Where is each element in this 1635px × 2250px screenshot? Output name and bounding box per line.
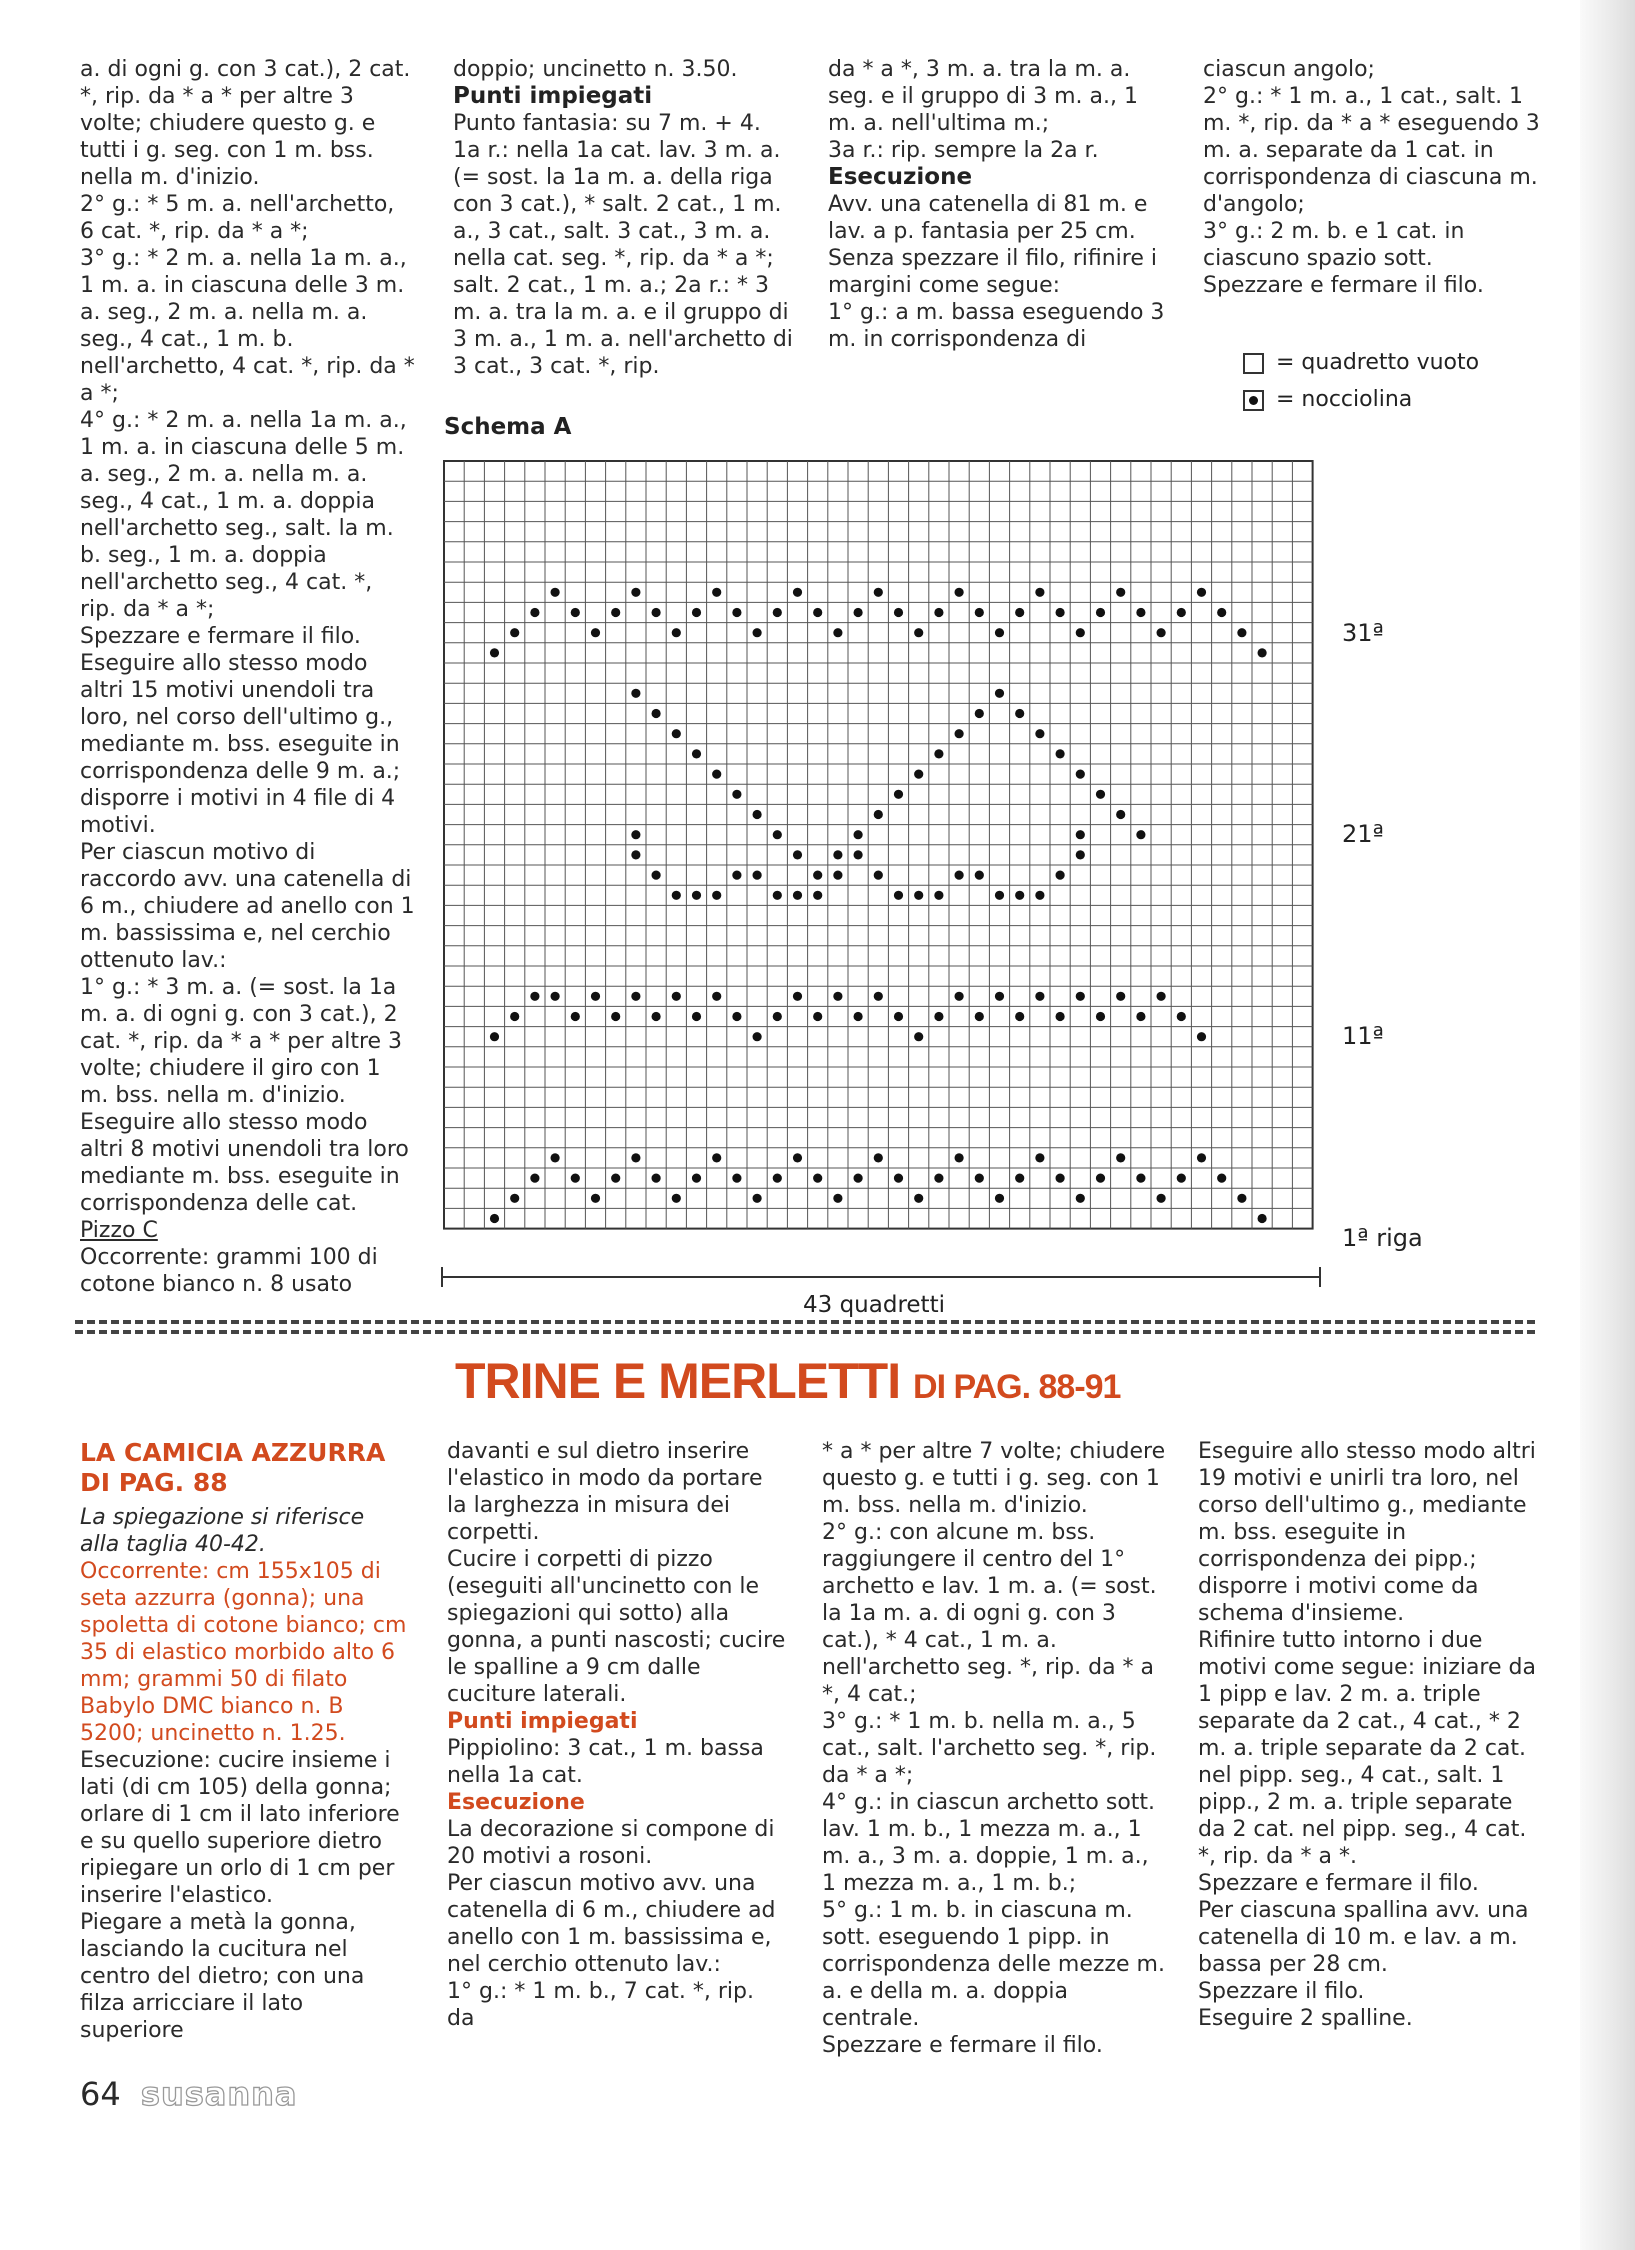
- nocciolina-dot: [995, 1194, 1004, 1203]
- nocciolina-dot: [652, 1174, 661, 1183]
- nocciolina-dot: [753, 871, 762, 880]
- c1-pizzo-heading: Pizzo C: [80, 1218, 158, 1243]
- nocciolina-dot: [955, 992, 964, 1001]
- width-dimension-line: [438, 1265, 1328, 1295]
- nocciolina-dot: [753, 1194, 762, 1203]
- nocciolina-dot: [955, 588, 964, 597]
- nocciolina-dot: [631, 689, 640, 698]
- b2-p2: Cucire i corpetti di pizzo (eseguiti all'uncinetto con le spiegazioni qui sotto) alla gonna, a punti nascosti; cucire le spalline a 9 cm dalle cuciture laterali.: [447, 1547, 786, 1707]
- b3-p6: Spezzare e fermare il filo.: [822, 2033, 1103, 2058]
- nocciolina-dot: [1076, 850, 1085, 859]
- nocciolina-dot: [1056, 608, 1065, 617]
- legend-empty: [1243, 350, 1479, 375]
- nocciolina-dot: [611, 1012, 620, 1021]
- nocciolina-dot: [1056, 749, 1065, 758]
- nocciolina-dot: [854, 608, 863, 617]
- nocciolina-dot: [510, 628, 519, 637]
- nocciolina-dot: [955, 871, 964, 880]
- nocciolina-dot: [551, 1153, 560, 1162]
- c1-p3: 3° g.: * 2 m. a. nella 1a m. a., 1 m. a. in ciascuna delle 3 m. a. seg., 2 m. a. nella m. a. seg., 4 cat., 1 m. b. nell'archetto, 4 cat. *, rip. da * a *;: [80, 246, 415, 406]
- nocciolina-dot: [672, 891, 681, 900]
- nocciolina-dot: [995, 689, 1004, 698]
- nocciolina-dot: [813, 608, 822, 617]
- nocciolina-dot: [854, 1012, 863, 1021]
- nocciolina-dot: [854, 1174, 863, 1183]
- c4-p1: ciascun angolo;: [1203, 57, 1375, 82]
- nocciolina-dot: [975, 608, 984, 617]
- b3-p1: * a * per altre 7 volte; chiudere questo g. e tutti i g. seg. con 1 m. bss. nella m. d'inizio.: [822, 1439, 1166, 1518]
- nocciolina-dot: [1237, 1194, 1246, 1203]
- nocciolina-dot: [874, 992, 883, 1001]
- b2-p8: 1° g.: * 1 m. b., 7 cat. *, rip. da: [447, 1979, 754, 2031]
- nocciolina-dot: [1258, 1214, 1267, 1223]
- nocciolina-dot: [1035, 588, 1044, 597]
- nocciolina-dot: [1177, 1012, 1186, 1021]
- nocciolina-dot: [914, 1032, 923, 1041]
- nocciolina-dot: [793, 850, 802, 859]
- c1-p7: Per ciascun motivo di raccordo avv. una catenella di 6 m., chiudere ad anello con 1 m. bassissima e, nel cerchio ottenuto lav.:: [80, 840, 415, 973]
- nocciolina-dot: [1136, 608, 1145, 617]
- c3-p5: Senza spezzare il filo, rifinire i margini come segue:: [828, 246, 1158, 298]
- nocciolina-dot: [712, 588, 721, 597]
- nocciolina-dot: [692, 608, 701, 617]
- nocciolina-dot: [894, 1012, 903, 1021]
- nocciolina-dot: [1056, 1174, 1065, 1183]
- nocciolina-dot: [773, 891, 782, 900]
- nocciolina-dot: [833, 628, 842, 637]
- nocciolina-dot: [1096, 608, 1105, 617]
- nocciolina-dot: [1056, 1012, 1065, 1021]
- b3-p4: 4° g.: in ciascun archetto sott. lav. 1 m. b., 1 mezza m. a., 1 m. a., 3 m. a. doppie, 1 m. a., 1 mezza m. a., 1 m. b.;: [822, 1790, 1156, 1896]
- nocciolina-dot: [934, 608, 943, 617]
- nocciolina-dot: [672, 729, 681, 738]
- nocciolina-dot: [1076, 992, 1085, 1001]
- c4-p3: 3° g.: 2 m. b. e 1 cat. in ciascuno spazio sott.: [1203, 219, 1465, 271]
- nocciolina-dot: [1076, 830, 1085, 839]
- nocciolina-dot: [712, 891, 721, 900]
- nocciolina-dot: [571, 608, 580, 617]
- nocciolina-dot: [571, 1174, 580, 1183]
- b4-p1: Eseguire allo stesso modo altri 19 motivi e unirli tra loro, nel corso dell'ultimo g., mediante m. bss. eseguite in corrispondenza dei pipp.; disporre i motivi come da schema d'insieme.: [1198, 1439, 1536, 1626]
- b4-p5: Spezzare il filo.: [1198, 1979, 1365, 2004]
- nocciolina-dot: [672, 628, 681, 637]
- nocciolina-dot: [833, 850, 842, 859]
- nocciolina-dot: [631, 830, 640, 839]
- text-column-4: [1203, 56, 1543, 299]
- nocciolina-dot: [894, 1174, 903, 1183]
- b2-p1: davanti e sul dietro inserire l'elastico in modo da portare la larghezza in misura dei corpetti.: [447, 1439, 763, 1545]
- nocciolina-dot: [854, 830, 863, 839]
- nocciolina-dot: [571, 1012, 580, 1021]
- nocciolina-dot: [874, 810, 883, 819]
- nocciolina-dot: [894, 608, 903, 617]
- c1-p11: Occorrente: grammi 100 di cotone bianco n. 8 usato: [80, 1245, 378, 1297]
- nocciolina-dot: [1116, 810, 1125, 819]
- nocciolina-dot: [591, 1194, 600, 1203]
- nocciolina-dot: [833, 1194, 842, 1203]
- nocciolina-dot: [914, 1194, 923, 1203]
- c2-p3: Punto fantasia: su 7 m. + 4.: [453, 111, 761, 136]
- nocciolina-dot: [712, 992, 721, 1001]
- row-label-11: 11ª: [1342, 1022, 1384, 1050]
- nocciolina-dot: [813, 1012, 822, 1021]
- nocciolina-dot: [793, 588, 802, 597]
- c1-p4: 4° g.: * 2 m. a. nella 1a m. a., 1 m. a. in ciascuna delle 5 m. a. seg., 2 m. a. nella m. a. seg., 4 cat., 1 m. a. doppia nell'archetto seg., salt. la m. b. seg., 1 m. a. doppia nell'archetto seg., 4 cat. *, rip. da * a *;: [80, 408, 407, 622]
- row-label-1: 1ª riga: [1342, 1224, 1423, 1252]
- nocciolina-dot: [530, 608, 539, 617]
- nocciolina-dot: [1258, 648, 1267, 657]
- nocciolina-dot: [1035, 1153, 1044, 1162]
- nocciolina-dot: [914, 770, 923, 779]
- nocciolina-dot: [652, 709, 661, 718]
- nocciolina-dot: [530, 992, 539, 1001]
- b3-p2: 2° g.: con alcune m. bss. raggiungere il centro del 1° archetto e lav. 1 m. a. (= sost. la 1a m. a. di ogni g. con 3 cat.), * 4 cat., 1 m. a. nell'archetto seg. *, rip. da * a *, 4 cat.;: [822, 1520, 1157, 1707]
- nocciolina-dot: [914, 891, 923, 900]
- nocciolina-dot: [1076, 770, 1085, 779]
- c2-heading-punti: Punti impiegati: [453, 83, 653, 109]
- nocciolina-dot: [672, 992, 681, 1001]
- nocciolina-dot: [1136, 1174, 1145, 1183]
- nocciolina-dot: [773, 608, 782, 617]
- nocciolina-dot: [773, 1174, 782, 1183]
- c3-p1: da * a *, 3 m. a. tra la m. a. seg. e il gruppo di 3 m. a., 1 m. a. nell'ultima m.;: [828, 57, 1138, 136]
- nocciolina-dot: [995, 628, 1004, 637]
- row-label-31: 31ª: [1342, 619, 1384, 647]
- nocciolina-dot: [753, 628, 762, 637]
- nocciolina-dot: [833, 992, 842, 1001]
- text-column-3: [828, 56, 1168, 353]
- nocciolina-dot: [1197, 588, 1206, 597]
- nocciolina-dot: [1076, 1194, 1085, 1203]
- section-title: [455, 1352, 1120, 1410]
- dot-square-icon: [1243, 390, 1264, 411]
- nocciolina-dot: [1015, 1012, 1024, 1021]
- nocciolina-dot: [1177, 608, 1186, 617]
- nocciolina-dot: [955, 1153, 964, 1162]
- b3-p3: 3° g.: * 1 m. b. nella m. a., 5 cat., salt. l'archetto seg. *, rip. da * a *;: [822, 1709, 1157, 1788]
- nocciolina-dot: [652, 1012, 661, 1021]
- nocciolina-dot: [1177, 1174, 1186, 1183]
- nocciolina-dot: [1116, 588, 1125, 597]
- nocciolina-dot: [1096, 790, 1105, 799]
- nocciolina-dot: [551, 588, 560, 597]
- c4-p4: Spezzare e fermare il filo.: [1203, 273, 1484, 298]
- nocciolina-dot: [1157, 628, 1166, 637]
- nocciolina-dot: [591, 992, 600, 1001]
- nocciolina-dot: [773, 1012, 782, 1021]
- nocciolina-dot: [1035, 729, 1044, 738]
- c1-p5: Spezzare e fermare il filo.: [80, 624, 361, 649]
- c2-p1: doppio; uncinetto n. 3.50.: [453, 57, 738, 82]
- b2-p6: La decorazione si compone di 20 motivi a rosoni.: [447, 1817, 775, 1869]
- nocciolina-dot: [934, 749, 943, 758]
- nocciolina-dot: [1015, 709, 1024, 718]
- nocciolina-dot: [1157, 1194, 1166, 1203]
- c3-p6: 1° g.: a m. bassa eseguendo 3 m. in corrispondenza di: [828, 300, 1165, 352]
- nocciolina-dot: [712, 1153, 721, 1162]
- nocciolina-dot: [611, 1174, 620, 1183]
- nocciolina-dot: [995, 891, 1004, 900]
- nocciolina-dot: [692, 749, 701, 758]
- nocciolina-dot: [1136, 830, 1145, 839]
- nocciolina-dot: [1076, 628, 1085, 637]
- b2-heading-punti: Punti impiegati: [447, 1709, 638, 1734]
- nocciolina-dot: [712, 770, 721, 779]
- nocciolina-dot: [692, 1012, 701, 1021]
- nocciolina-dot: [551, 992, 560, 1001]
- nocciolina-dot: [1136, 1012, 1145, 1021]
- bottom-column-3: [822, 1438, 1167, 2059]
- b2-p7: Per ciascun motivo avv. una catenella di 6 m., chiudere ad anello con 1 m. bassissima e, nel cerchio ottenuto lav.:: [447, 1871, 776, 1977]
- nocciolina-dot: [631, 588, 640, 597]
- nocciolina-dot: [1035, 891, 1044, 900]
- nocciolina-dot: [894, 891, 903, 900]
- b2-heading-esecuzione: Esecuzione: [447, 1790, 585, 1815]
- nocciolina-dot: [672, 1194, 681, 1203]
- nocciolina-dot: [854, 850, 863, 859]
- b1-heading: LA CAMICIA AZZURRA DI PAG. 88: [80, 1438, 386, 1497]
- nocciolina-dot: [874, 871, 883, 880]
- page-footer: [80, 2075, 298, 2113]
- b1-p5: Piegare a metà la gonna, lasciando la cucitura nel centro del dietro; con una filza arricciare il lato superiore: [80, 1910, 365, 2043]
- legend-filled: [1243, 387, 1412, 412]
- nocciolina-dot: [732, 1174, 741, 1183]
- nocciolina-dot: [1217, 1174, 1226, 1183]
- c2-p4: 1a r.: nella 1a cat. lav. 3 m. a. (= sost. la 1a m. a. della riga con 3 cat.), * salt. 2 cat., 1 m. a., 3 cat., salt. 3 cat., 3 m. a. nella cat. seg. *, rip. da * a *; salt. 2 cat., 1 m. a.; 2a r.: * 3 m. a. tra la m. a. e il gruppo di 3 m. a., 1 m. a. nell'archetto di 3 cat., 3 cat. *, rip.: [453, 138, 793, 379]
- section-title-pages: DI PAG. 88-91: [913, 1368, 1121, 1406]
- c1-p2: 2° g.: * 5 m. a. nell'archetto, 6 cat. *, rip. da * a *;: [80, 192, 395, 244]
- nocciolina-dot: [591, 628, 600, 637]
- b2-pippiolino: Pippiolino: 3 cat., 1 m. bassa nella 1a cat.: [447, 1736, 764, 1788]
- c1-p8: 1° g.: * 3 m. a. (= sost. la 1a m. a. di ogni g. con 3 cat.), 2 cat. *, rip. da * a * per altre 3 volte; chiudere il giro con 1 m. bss. nella m. d'inizio.: [80, 975, 403, 1108]
- nocciolina-dot: [914, 628, 923, 637]
- bottom-column-4: [1198, 1438, 1543, 2032]
- nocciolina-dot: [975, 871, 984, 880]
- nocciolina-dot: [975, 709, 984, 718]
- nocciolina-dot: [611, 608, 620, 617]
- nocciolina-dot: [652, 871, 661, 880]
- nocciolina-dot: [1056, 871, 1065, 880]
- empty-square-icon: [1243, 353, 1264, 374]
- nocciolina-dot: [793, 1153, 802, 1162]
- nocciolina-dot: [732, 608, 741, 617]
- crochet-chart: [442, 459, 1322, 1259]
- b1-size-note: La spiegazione si riferisce alla taglia 40-42.: [80, 1505, 365, 1557]
- nocciolina-dot: [490, 648, 499, 657]
- nocciolina-dot: [833, 871, 842, 880]
- nocciolina-dot: [1237, 628, 1246, 637]
- nocciolina-dot: [692, 891, 701, 900]
- nocciolina-dot: [490, 1032, 499, 1041]
- nocciolina-dot: [1015, 1174, 1024, 1183]
- nocciolina-dot: [813, 871, 822, 880]
- nocciolina-dot: [1015, 891, 1024, 900]
- nocciolina-dot: [631, 992, 640, 1001]
- c1-p9: Eseguire allo stesso modo altri 8 motivi unendoli tra loro mediante m. bss. eseguite in corrispondenza delle cat.: [80, 1110, 409, 1216]
- width-label: 43 quadretti: [803, 1292, 945, 1318]
- nocciolina-dot: [510, 1194, 519, 1203]
- c4-p2: 2° g.: * 1 m. a., 1 cat., salt. 1 m. *, rip. da * a * eseguendo 3 m. a. separate da 1 cat. in corrispondenza di ciascuna m. d'angolo;: [1203, 84, 1540, 217]
- nocciolina-dot: [1217, 608, 1226, 617]
- nocciolina-dot: [874, 588, 883, 597]
- nocciolina-dot: [1096, 1012, 1105, 1021]
- c3-p2: 3a r.: rip. sempre la 2a r.: [828, 138, 1099, 163]
- b1-occorrente: Occorrente: cm 155x105 di seta azzurra (gonna); una spoletta di cotone bianco; cm 35 di elastico morbido alto 6 mm; grammi 50 di filato Babylo DMC bianco n. B 5200; uncinetto n. 1.25.: [80, 1559, 407, 1746]
- legend-empty-label: = quadretto vuoto: [1276, 350, 1480, 375]
- c1-p6: Eseguire allo stesso modo altri 15 motivi unendoli tra loro, nel corso dell'ultimo g., mediante m. bss. eseguite in corrispondenza delle 9 m. a.; disporre i motivi in 4 file di 4 motivi.: [80, 651, 401, 838]
- bottom-column-2: [447, 1438, 787, 2032]
- c1-p1: a. di ogni g. con 3 cat.), 2 cat. *, rip. da * a * per altre 3 volte; chiudere questo g. e tutti i g. seg. con 1 m. bss. nella m. d'inizio.: [80, 57, 411, 190]
- page-number: 64: [80, 2075, 121, 2113]
- nocciolina-dot: [631, 850, 640, 859]
- text-column-1: [80, 56, 415, 1298]
- nocciolina-dot: [975, 1012, 984, 1021]
- nocciolina-dot: [995, 992, 1004, 1001]
- b3-p5: 5° g.: 1 m. b. in ciascuna m. sott. eseguendo 1 pipp. in corrispondenza delle mezze m. a. e della m. a. doppia centrale.: [822, 1898, 1165, 2031]
- nocciolina-dot: [934, 891, 943, 900]
- nocciolina-dot: [1116, 1153, 1125, 1162]
- nocciolina-dot: [732, 1012, 741, 1021]
- nocciolina-dot: [813, 891, 822, 900]
- nocciolina-dot: [490, 1214, 499, 1223]
- nocciolina-dot: [874, 1153, 883, 1162]
- nocciolina-dot: [934, 1012, 943, 1021]
- nocciolina-dot: [1035, 992, 1044, 1001]
- legend-filled-label: = nocciolina: [1276, 387, 1413, 412]
- b4-p4: Per ciascuna spallina avv. una catenella di 10 m. e lav. a m. bassa per 28 cm.: [1198, 1898, 1529, 1977]
- nocciolina-dot: [753, 810, 762, 819]
- nocciolina-dot: [631, 1153, 640, 1162]
- b4-p3: Spezzare e fermare il filo.: [1198, 1871, 1479, 1896]
- nocciolina-dot: [510, 1012, 519, 1021]
- b4-p2: Rifinire tutto intorno i due motivi come segue: iniziare da 1 pipp e lav. 2 m. a. triple separate da 2 cat., 4 cat., * 2 m. a. triple separate da 2 cat. nel pipp. seg., 4 cat., salt. 1 pipp., 2 m. a. triple separate da 2 cat. nel pipp. seg., 4 cat. *, rip. da * a *.: [1198, 1628, 1536, 1869]
- divider-top: [75, 1320, 1535, 1324]
- bottom-column-1: [80, 1438, 410, 2044]
- nocciolina-dot: [793, 891, 802, 900]
- row-label-21: 21ª: [1342, 820, 1384, 848]
- nocciolina-dot: [732, 790, 741, 799]
- nocciolina-dot: [530, 1174, 539, 1183]
- b1-esecuzione: Esecuzione: cucire insieme i lati (di cm 105) della gonna; orlare di 1 cm il lato inferiore e su quello superiore dietro ripiegare un orlo di 1 cm per inserire l'elastico.: [80, 1748, 400, 1908]
- nocciolina-dot: [1197, 1032, 1206, 1041]
- nocciolina-dot: [975, 1174, 984, 1183]
- nocciolina-dot: [1015, 608, 1024, 617]
- nocciolina-dot: [692, 1174, 701, 1183]
- nocciolina-dot: [894, 790, 903, 799]
- section-title-main: TRINE E MERLETTI: [455, 1353, 901, 1409]
- nocciolina-dot: [1157, 992, 1166, 1001]
- chart-title: Schema A: [444, 414, 572, 440]
- nocciolina-dot: [1197, 1153, 1206, 1162]
- text-column-2: [453, 56, 793, 380]
- nocciolina-dot: [773, 830, 782, 839]
- nocciolina-dot: [793, 992, 802, 1001]
- nocciolina-dot: [813, 1174, 822, 1183]
- divider-bottom: [75, 1330, 1535, 1334]
- b4-p6: Eseguire 2 spalline.: [1198, 2006, 1413, 2031]
- nocciolina-dot: [1116, 992, 1125, 1001]
- nocciolina-dot: [652, 608, 661, 617]
- nocciolina-dot: [1096, 1174, 1105, 1183]
- page-binding-edge: [1580, 0, 1635, 2250]
- nocciolina-dot: [732, 871, 741, 880]
- nocciolina-dot: [934, 1174, 943, 1183]
- magazine-brand: susanna: [140, 2075, 298, 2113]
- c3-heading-esecuzione: Esecuzione: [828, 164, 973, 190]
- c3-p4: Avv. una catenella di 81 m. e lav. a p. fantasia per 25 cm.: [828, 192, 1148, 244]
- nocciolina-dot: [955, 729, 964, 738]
- nocciolina-dot: [753, 1032, 762, 1041]
